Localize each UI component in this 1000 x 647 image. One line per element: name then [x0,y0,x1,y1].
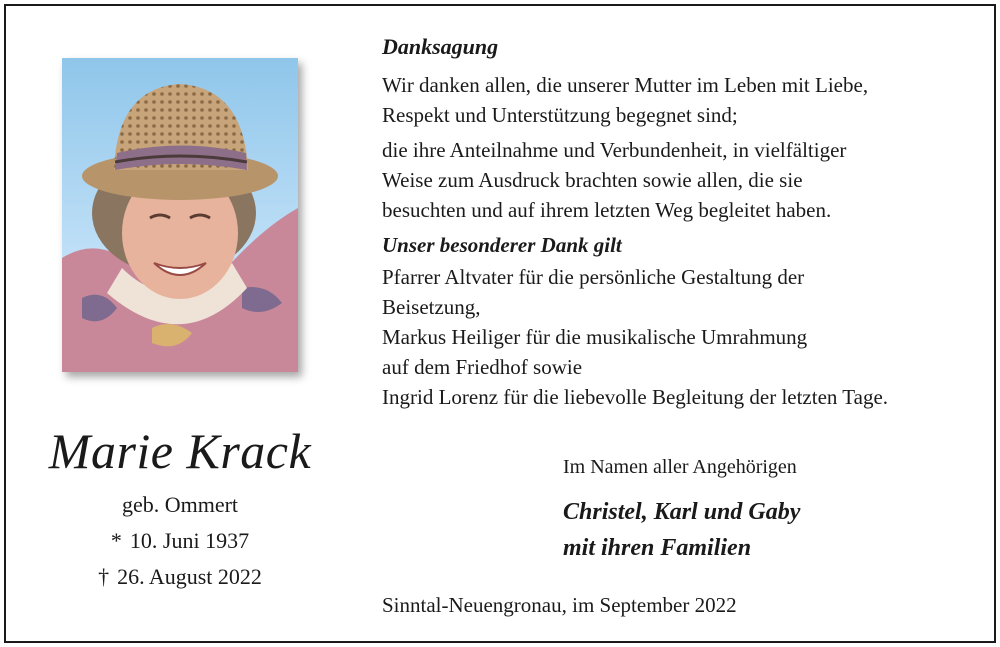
text-line: Ingrid Lorenz für die liebevolle Begleitung der letzten Tage. [382,385,889,409]
text-line: die ihre Anteilnahme und Verbundenheit, in vielfältiger [382,138,847,162]
thanks-section [382,34,982,417]
portrait-icon [62,58,298,372]
thanks-heading: Danksagung [382,34,499,59]
thanks-paragraph-2 [382,135,982,225]
text-line: Pfarrer Altvater für die persönliche Gestaltung der [382,265,805,289]
thanks-paragraph-1 [382,70,982,130]
death-date: 26. August 2022 [117,564,262,589]
text-line: Weise zum Ausdruck brachten sowie allen, die sie [382,168,803,192]
thanks-paragraph-3 [382,262,982,412]
death-cross-symbol: † [98,564,110,589]
birth-symbol: * [110,528,122,553]
text-line: Wir danken allen, die unserer Mutter im Leben mit Liebe, [382,73,869,97]
text-line: besuchten und auf ihrem letzten Weg begleitet haben. [382,198,832,222]
on-behalf-line: Im Namen aller Angehörigen [563,456,797,478]
death-date-line [30,566,330,588]
family-line-2: mit ihren Familien [563,535,752,561]
text-line: Beisetzung, [382,295,481,319]
place-and-date: Sinntal-Neuengronau, im September 2022 [382,593,737,617]
special-thanks-heading: Unser besonderer Dank gilt [382,233,622,257]
text-line: auf dem Friedhof sowie [382,355,583,379]
portrait-photo [62,58,298,372]
text-line: Respekt und Unterstützung begegnet sind; [382,103,738,127]
birth-name: geb. Ommert [121,492,239,517]
text-line: Markus Heiliger für die musikalische Umrahmung [382,325,808,349]
birth-date-line [30,530,330,552]
deceased-name: Marie Krack [48,423,312,479]
birth-date: 10. Juni 1937 [129,528,250,553]
family-signature [563,494,800,566]
family-line-1: Christel, Karl und Gaby [563,499,801,525]
